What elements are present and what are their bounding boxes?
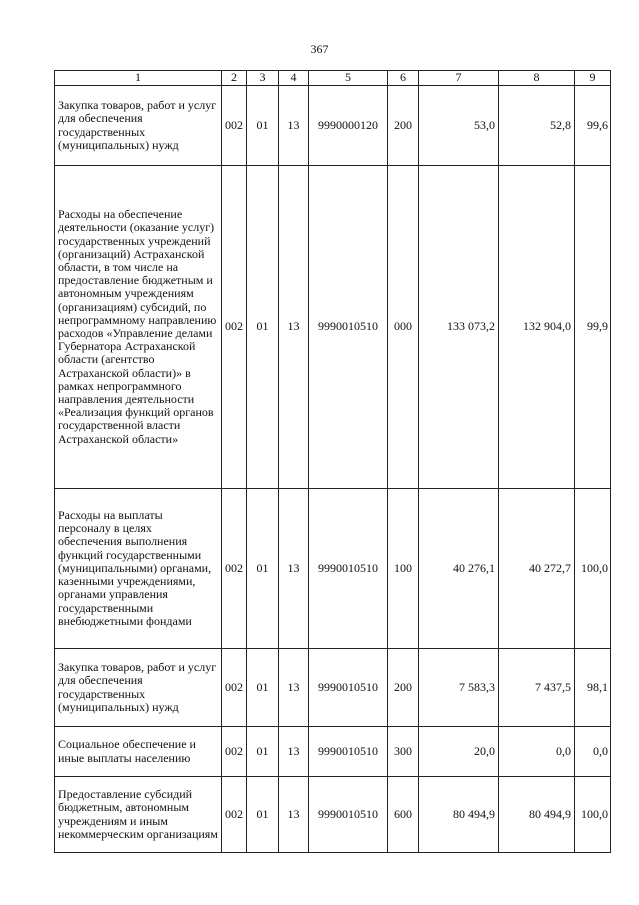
col-5-cell: 9990010510 <box>309 649 388 727</box>
col-3-cell: 01 <box>247 489 279 649</box>
header-cell: 6 <box>388 71 419 86</box>
col-2-cell: 002 <box>222 166 247 489</box>
table-row <box>55 777 611 853</box>
col-2-cell: 002 <box>222 727 247 777</box>
col-8-cell: 7 437,5 <box>499 649 575 727</box>
col-9-cell: 0,0 <box>575 727 611 777</box>
col-8-cell: 80 494,9 <box>499 777 575 853</box>
header-cell: 5 <box>309 71 388 86</box>
col-9-cell: 99,9 <box>575 166 611 489</box>
col-2-cell: 002 <box>222 777 247 853</box>
col-3-cell: 01 <box>247 727 279 777</box>
col-5-cell: 9990010510 <box>309 777 388 853</box>
col-4-cell: 13 <box>279 489 309 649</box>
col-5-cell: 9990010510 <box>309 166 388 489</box>
header-cell: 3 <box>247 71 279 86</box>
col-4-cell: 13 <box>279 86 309 166</box>
col-4-cell: 13 <box>279 777 309 853</box>
col-4-cell: 13 <box>279 649 309 727</box>
budget-table <box>54 70 611 853</box>
col-7-cell: 7 583,3 <box>419 649 499 727</box>
col-6-cell: 600 <box>388 777 419 853</box>
col-9-cell: 100,0 <box>575 777 611 853</box>
col-5-cell: 9990010510 <box>309 727 388 777</box>
col-7-cell: 53,0 <box>419 86 499 166</box>
col-8-cell: 40 272,7 <box>499 489 575 649</box>
col-6-cell: 200 <box>388 86 419 166</box>
header-cell: 4 <box>279 71 309 86</box>
col-3-cell: 01 <box>247 777 279 853</box>
table-row <box>55 727 611 777</box>
page-number: 367 <box>310 42 329 56</box>
header-row <box>55 71 611 86</box>
header-cell: 7 <box>419 71 499 86</box>
table-row <box>55 489 611 649</box>
row-description: Расходы на выплаты персоналу в целях обеспечения выполнения функций государственными (муниципальными) органами, казенными учреждениями, органами управления государственными внебюджетными фондами <box>55 489 222 649</box>
col-6-cell: 000 <box>388 166 419 489</box>
row-description: Социальное обеспечение и иные выплаты населению <box>55 727 222 777</box>
col-9-cell: 99,6 <box>575 86 611 166</box>
table-row <box>55 649 611 727</box>
row-description: Предоставление субсидий бюджетным, автономным учреждениям и иным некоммерческим организациям <box>55 777 222 853</box>
col-7-cell: 20,0 <box>419 727 499 777</box>
col-8-cell: 52,8 <box>499 86 575 166</box>
col-5-cell: 9990000120 <box>309 86 388 166</box>
row-description: Закупка товаров, работ и услуг для обеспечения государственных (муниципальных) нужд <box>55 86 222 166</box>
header-cell: 1 <box>55 71 222 86</box>
col-7-cell: 80 494,9 <box>419 777 499 853</box>
header-cell: 2 <box>222 71 247 86</box>
col-3-cell: 01 <box>247 86 279 166</box>
col-2-cell: 002 <box>222 86 247 166</box>
col-3-cell: 01 <box>247 649 279 727</box>
row-description: Закупка товаров, работ и услуг для обеспечения государственных (муниципальных) нужд <box>55 649 222 727</box>
col-8-cell: 132 904,0 <box>499 166 575 489</box>
col-4-cell: 13 <box>279 166 309 489</box>
col-2-cell: 002 <box>222 649 247 727</box>
row-description: Расходы на обеспечение деятельности (оказание услуг) государственных учреждений (организаций) Астраханской области, в том числе на предоставление бюджетным и автономным учреждениям (организациям) субсидий, по непрограммному направлению расходов «Управление делами Губернатора Астраханской области (агентство Астраханской области)» в рамках непрограммного направления деятельности «Реализация функций органов государственной власти Астраханской области» <box>55 166 222 489</box>
col-9-cell: 98,1 <box>575 649 611 727</box>
col-8-cell: 0,0 <box>499 727 575 777</box>
table-row <box>55 86 611 166</box>
col-3-cell: 01 <box>247 166 279 489</box>
col-7-cell: 40 276,1 <box>419 489 499 649</box>
header-cell: 8 <box>499 71 575 86</box>
table-row <box>55 166 611 489</box>
col-2-cell: 002 <box>222 489 247 649</box>
col-6-cell: 200 <box>388 649 419 727</box>
col-6-cell: 300 <box>388 727 419 777</box>
col-7-cell: 133 073,2 <box>419 166 499 489</box>
col-6-cell: 100 <box>388 489 419 649</box>
col-5-cell: 9990010510 <box>309 489 388 649</box>
col-4-cell: 13 <box>279 727 309 777</box>
col-9-cell: 100,0 <box>575 489 611 649</box>
header-cell: 9 <box>575 71 611 86</box>
